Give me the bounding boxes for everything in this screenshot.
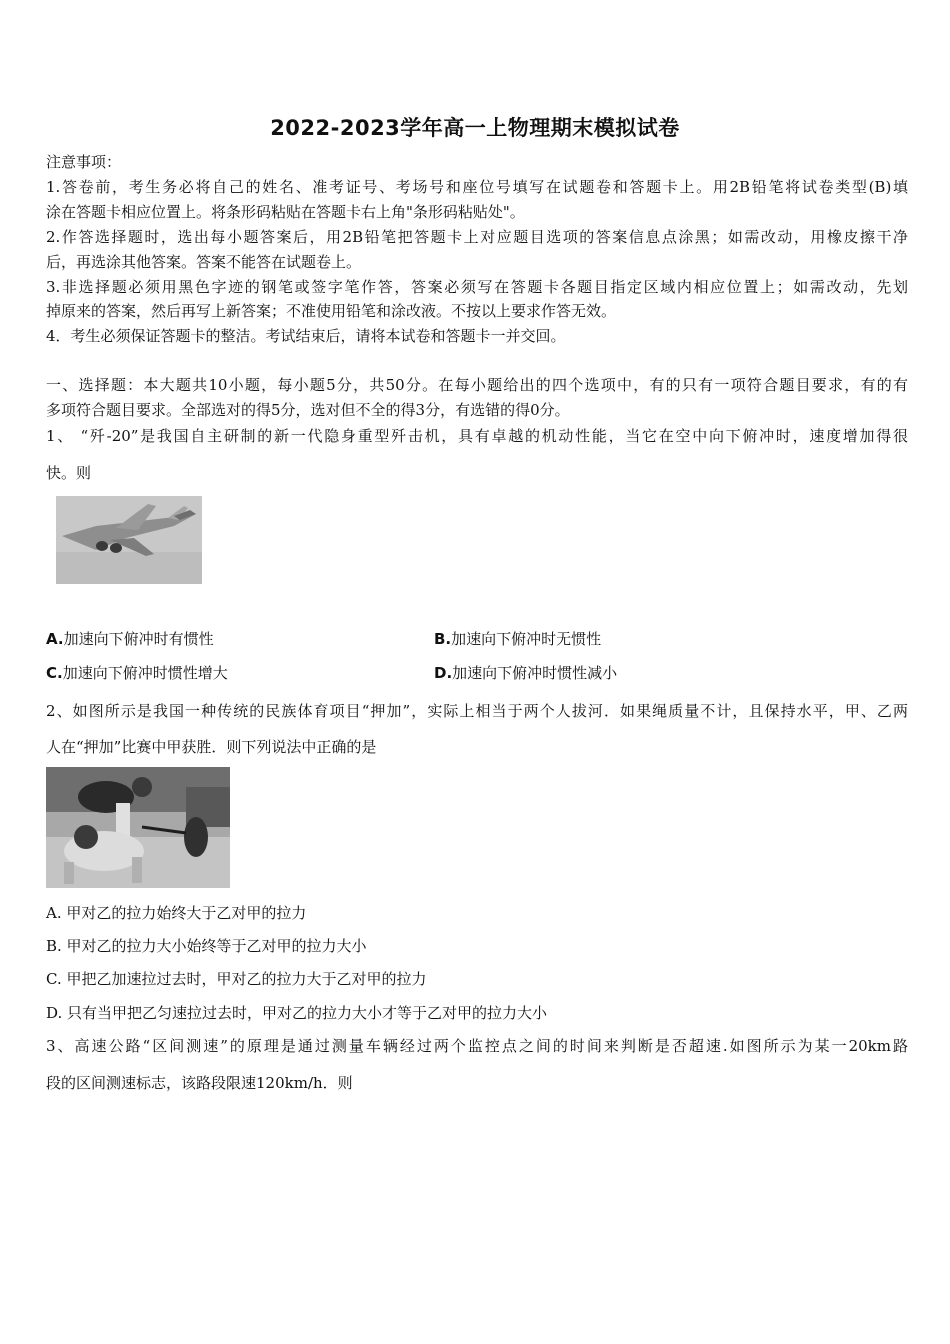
question-1-stem: 1、 “歼-20”是我国自主研制的新一代隐身重型歼击机，具有卓越的机动性能，当它在空中向下俯冲时，速度增加得很: [46, 427, 908, 445]
notice-line: 1.答卷前，考生务必将自己的姓名、准考证号、考场号和座位号填写在试题卷和答题卡上。用2B铅笔将试卷类型(B)填: [46, 178, 908, 196]
q2-option-c: C. 甲把乙加速拉过去时，甲对乙的拉力大于乙对甲的拉力: [46, 970, 427, 988]
notice-line: 2.作答选择题时，选出每小题答案后，用2B铅笔把答题卡上对应题目选项的答案信息点涂黑；如需改动，用橡皮擦干净: [46, 228, 908, 246]
question-3-stem: 3、高速公路“区间测速”的原理是通过测量车辆经过两个监控点之间的时间来判断是否超速.如图所示为某一20km路: [46, 1037, 908, 1055]
option-b: B.加速向下俯冲时无惯性: [434, 630, 602, 648]
fighter-jet-image: [56, 496, 202, 584]
question-3-stem: 段的区间测速标志，该路段限速120km/h．则: [46, 1074, 353, 1092]
q2-option-d: D. 只有当甲把乙匀速拉过去时，甲对乙的拉力大小才等于乙对甲的拉力大小: [46, 1004, 548, 1022]
q2-option-a: A. 甲对乙的拉力始终大于乙对甲的拉力: [46, 904, 307, 922]
yajia-photo: [46, 767, 230, 888]
notice-line: 4．考生必须保证答题卡的整洁。考试结束后，请将本试卷和答题卡一并交回。: [46, 327, 566, 345]
section-instructions: 一、选择题：本大题共10小题，每小题5分，共50分。在每小题给出的四个选项中，有的只有一项符合题目要求，有的有: [46, 376, 908, 394]
notice-line: 3.非选择题必须用黑色字迹的钢笔或签字笔作答，答案必须写在答题卡各题目指定区域内相应位置上；如需改动，先划: [46, 278, 908, 296]
page-title: 2022-2023学年高一上物理期末模拟试卷: [270, 116, 680, 140]
option-c: C.加速向下俯冲时惯性增大: [46, 664, 228, 682]
option-a: A.加速向下俯冲时有惯性: [46, 630, 214, 648]
notice-line: 涂在答题卡相应位置上。将条形码粘贴在答题卡右上角"条形码粘贴处"。: [46, 203, 525, 221]
question-2-stem: 2、如图所示是我国一种传统的民族体育项目“押加”，实际上相当于两个人拔河．如果绳质量不计，且保持水平，甲、乙两: [46, 702, 908, 720]
notice-line: 后，再选涂其他答案。答案不能答在试题卷上。: [46, 253, 362, 271]
section-instructions: 多项符合题目要求。全部选对的得5分，选对但不全的得3分，有选错的得0分。: [46, 401, 570, 419]
q2-option-b: B. 甲对乙的拉力大小始终等于乙对甲的拉力大小: [46, 937, 367, 955]
notice-heading: 注意事项：: [46, 153, 122, 171]
question-1-stem: 快。则: [46, 464, 92, 482]
notice-line: 掉原来的答案，然后再写上新答案；不准使用铅笔和涂改液。不按以上要求作答无效。: [46, 302, 617, 320]
option-d: D.加速向下俯冲时惯性减小: [434, 664, 618, 682]
question-2-stem: 人在“押加”比赛中甲获胜．则下列说法中正确的是: [46, 738, 377, 756]
